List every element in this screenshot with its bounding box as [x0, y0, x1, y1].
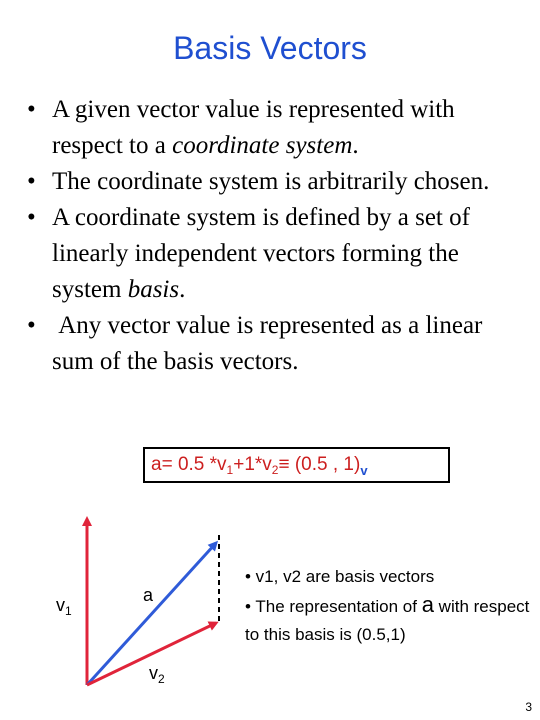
- equation-sub-v: v: [360, 463, 368, 478]
- bullet-text: The coordinate system is arbitrarily chosen.: [52, 168, 490, 195]
- vector-diagram: [40, 505, 240, 700]
- diagram-note: [245, 563, 535, 649]
- note-line-1: • v1, v2 are basis vectors: [245, 567, 435, 586]
- page-number: 3: [525, 700, 532, 714]
- equation-mid: +1*v: [233, 454, 272, 475]
- bullet-item: [22, 308, 522, 380]
- bullet-item: [22, 92, 522, 164]
- bullet-text: Any vector value is represented as a linear sum of the basis vectors.: [52, 312, 489, 375]
- equation-equiv: ≡ (0.5 , 1): [278, 454, 361, 475]
- equation-a-part: a= 0.5 *v: [151, 454, 227, 475]
- bullet-text-end: .: [179, 276, 186, 303]
- bullet-text: A coordinate system is defined by a set of linearly independent vectors forming the system: [52, 204, 470, 303]
- v2-label: $v_2$: [149, 663, 165, 686]
- note-line-2: • The representation of a with respect to this basis is (0.5,1): [245, 592, 530, 644]
- bullet-dot: •: [27, 312, 36, 339]
- bullet-list: [22, 92, 522, 380]
- equation-box: [143, 447, 450, 483]
- bullet-emphasis: basis: [127, 276, 180, 303]
- equation-sub-2: 2: [271, 463, 279, 477]
- slide-title: Basis Vectors: [173, 30, 367, 66]
- bullet-item: [22, 200, 522, 308]
- a-label: a: [143, 585, 154, 605]
- bullet-dot: •: [27, 168, 36, 195]
- bullet-text-end: .: [352, 132, 359, 159]
- bullet-dot: •: [27, 204, 36, 231]
- bullet-emphasis: coordinate system: [172, 132, 353, 159]
- bullet-text: A given vector value is represented with respect to a: [52, 96, 455, 159]
- v1-label: $v_1$: [56, 595, 72, 618]
- bullet-item: [22, 164, 522, 200]
- equation-sub-1: 1: [226, 463, 234, 477]
- bullet-dot: •: [27, 96, 36, 123]
